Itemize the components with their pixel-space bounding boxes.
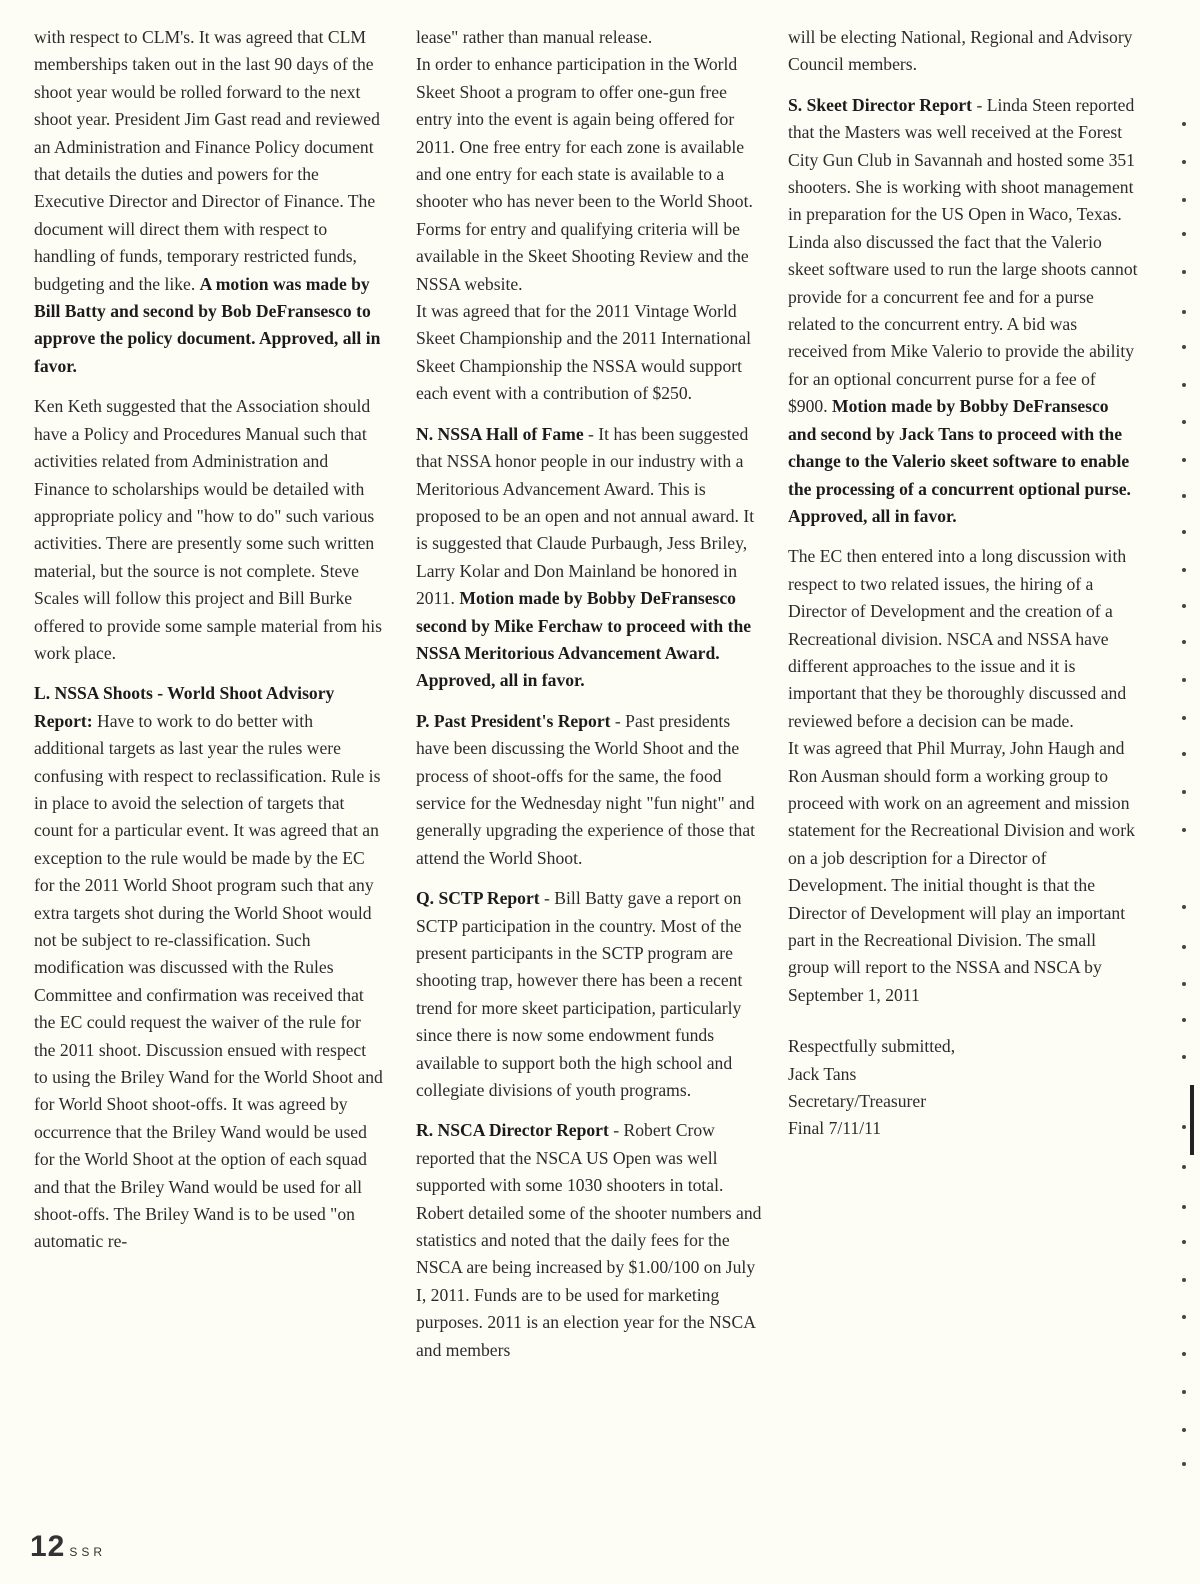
bold-text-run: N. NSSA Hall of Fame — [416, 423, 584, 444]
paragraph — [788, 735, 1138, 1009]
bold-text-run: L. NSSA Shoots - World Shoot Advisory Report: — [34, 683, 335, 731]
text-run: It was agreed that Phil Murray, John Haugh and Ron Ausman should form a working group to proceed with work on an agreement and mission statement for the Recreational Division and work on a job description for a Director of Development. The initial thought is that the Director of Development will play an important part in the Recreational Division. The small group will report to the NSSA and NSCA by September 1, 2011 — [788, 738, 1135, 1005]
text-run: will be electing National, Regional and Advisory Council members. — [788, 27, 1133, 75]
paragraph — [788, 229, 1138, 530]
binding-edge-marks — [1174, 0, 1200, 1584]
text-run: - Bill Batty gave a report on SCTP participation in the country. Most of the present participants in the SCTP program are shooting trap, however there has been a recent trend for more skeet participation, particularly since there is now some endowment funds available to support both the high school and collegiate divisions of youth programs. — [416, 888, 743, 1101]
text-run: Secretary/Treasurer — [788, 1091, 927, 1112]
text-run: Jack Tans — [788, 1063, 857, 1084]
paragraph — [788, 24, 1138, 79]
paragraph — [788, 1033, 1138, 1060]
paragraph — [788, 1061, 1138, 1088]
text-run: Ken Keth suggested that the Association should have a Policy and Procedures Manual such that activities related from Administration and Finance to scholarships would be detailed with appropriate policy and "how to do" such various activities. There are presently some such written material, but the source is not complete. Steve Scales will follow this project and Bill Burke offered to provide some sample material from his work place. — [34, 396, 383, 663]
paragraph — [34, 393, 384, 667]
paragraph — [34, 680, 384, 1256]
paragraph — [788, 1088, 1138, 1115]
paragraph — [416, 24, 766, 51]
bold-text-run: Motion made by Bobby DeFransesco and second by Jack Tans to proceed with the change to the Valerio skeet software to enable the processing of a concurrent optional purse. Approved, all in favor. — [788, 396, 1131, 526]
paragraph — [416, 885, 766, 1104]
text-run: Respectfully submitted, — [788, 1036, 956, 1057]
bold-text-run: Motion made by Bobby DeFransesco second by Mike Ferchaw to proceed with the NSSA Meritorious Advancement Award. Approved, all in favor. — [416, 588, 752, 691]
paragraph — [416, 708, 766, 872]
paragraph — [416, 1117, 766, 1364]
paragraph — [788, 543, 1138, 735]
text-run: The EC then entered into a long discussion with respect to two related issues, the hiring of a Director of Development and the creation of a Recreational division. NSCA and NSSA have different approaches to the issue and it is important that they be thoroughly discussed and reviewed before a decision can be made. — [788, 546, 1127, 731]
paragraph — [788, 1115, 1138, 1142]
bold-text-run: P. Past President's Report — [416, 710, 611, 731]
column-3 — [788, 24, 1138, 1143]
text-run: In order to enhance participation in the World Skeet Shoot a program to offer one-gun free entry into the event is again being offered for 2011. One free entry for each zone is available and one entry for each state is available to a shooter who has never been to the World Shoot. Forms for entry and qualifying criteria will be available in the Skeet Shooting Review and the NSSA website. — [416, 54, 753, 294]
paragraph — [416, 421, 766, 695]
column-1 — [34, 24, 384, 1256]
text-run: - Robert Crow reported that the NSCA US Open was well supported with some 1030 shooters in total. Robert detailed some of the shooter numbers and statistics and noted that the daily fees for the NSCA are being increased by $1.00/100 on July I, 2011. Funds are to be used for marketing purposes. 2011 is an election year for the NSCA and members — [416, 1120, 762, 1360]
text-run: Have to work to do better with additional targets as last year the rules were confusing with respect to reclassification. Rule is in place to avoid the selection of targets that count for a particular event. It was agreed that an exception to the rule would be made by the EC for the 2011 World Shoot program such that any extra targets shot during the World Shoot would not be subject to re-classification. Such modification was discussed with the Rules Committee and confirmation was received that the EC could request the waiver of the rule for the 2011 shoot. Discussion ensued with respect to using the Briley Wand for the World Shoot and for World Shoot shoot-offs. It was agreed by occurrence that the Briley Wand would be used for the World Shoot at the option of each squad and that the Briley Wand would be used for all shoot-offs. The Briley Wand is to be used "on automatic re- — [34, 710, 383, 1252]
bold-text-run: S. Skeet Director Report — [788, 94, 973, 115]
paragraph — [34, 24, 384, 380]
text-run: with respect to CLM's. It was agreed that CLM memberships taken out in the last 90 days of the shoot year would be rolled forward to the next shoot year. President Jim Gast read and reviewed an Administration and Finance Policy document that details the duties and powers for the Executive Director and Director of Finance. The document will direct them with respect to handling of funds, temporary restricted funds, budgeting and the like. — [34, 27, 380, 294]
magazine-name: SSR — [69, 1545, 107, 1559]
paragraph — [416, 51, 766, 298]
paragraph — [416, 298, 766, 408]
text-run: Linda also discussed the fact that the Valerio skeet software used to run the large shoots cannot provide for a concurrent fee and for a purse related to the concurrent entry. A bid was received from Mike Valerio to provide the ability for an optional concurrent purse for a fee of $900. — [788, 231, 1138, 417]
paragraph — [788, 92, 1138, 229]
text-run: Final 7/11/11 — [788, 1118, 882, 1139]
text-run: It was agreed that for the 2011 Vintage World Skeet Championship and the 2011 International Skeet Championship the NSSA would support each event with a contribution of $250. — [416, 301, 752, 404]
page-number: 12 — [30, 1530, 66, 1563]
bold-text-run: R. NSCA Director Report — [416, 1120, 609, 1141]
text-run: - It has been suggested that NSSA honor people in our industry with a Meritorious Advancement Award. This is proposed to be an open and not annual award. It is suggested that Claude Purbaugh, Jess Briley, Larry Kolar and Don Mainland be honored in 2011. — [416, 423, 755, 609]
bold-text-run: A motion was made by Bill Batty and second by Bob DeFransesco to approve the policy document. Approved, all in favor. — [34, 273, 381, 376]
text-run: - Past presidents have been discussing the World Shoot and the process of shoot-offs for the same, the food service for the Wednesday night "fun night" and generally upgrading the experience of those that attend the World Shoot. — [416, 710, 756, 868]
bold-text-run: Q. SCTP Report — [416, 888, 540, 909]
column-2 — [416, 24, 766, 1364]
text-run: - Linda Steen reported that the Masters was well received at the Forest City Gun Club in Savannah and hosted some 351 shooters. She is working with shoot management in preparation for the US Open in Waco, Texas. — [788, 94, 1135, 225]
text-run: lease" rather than manual release. — [416, 27, 653, 47]
page-folio — [30, 1530, 106, 1564]
